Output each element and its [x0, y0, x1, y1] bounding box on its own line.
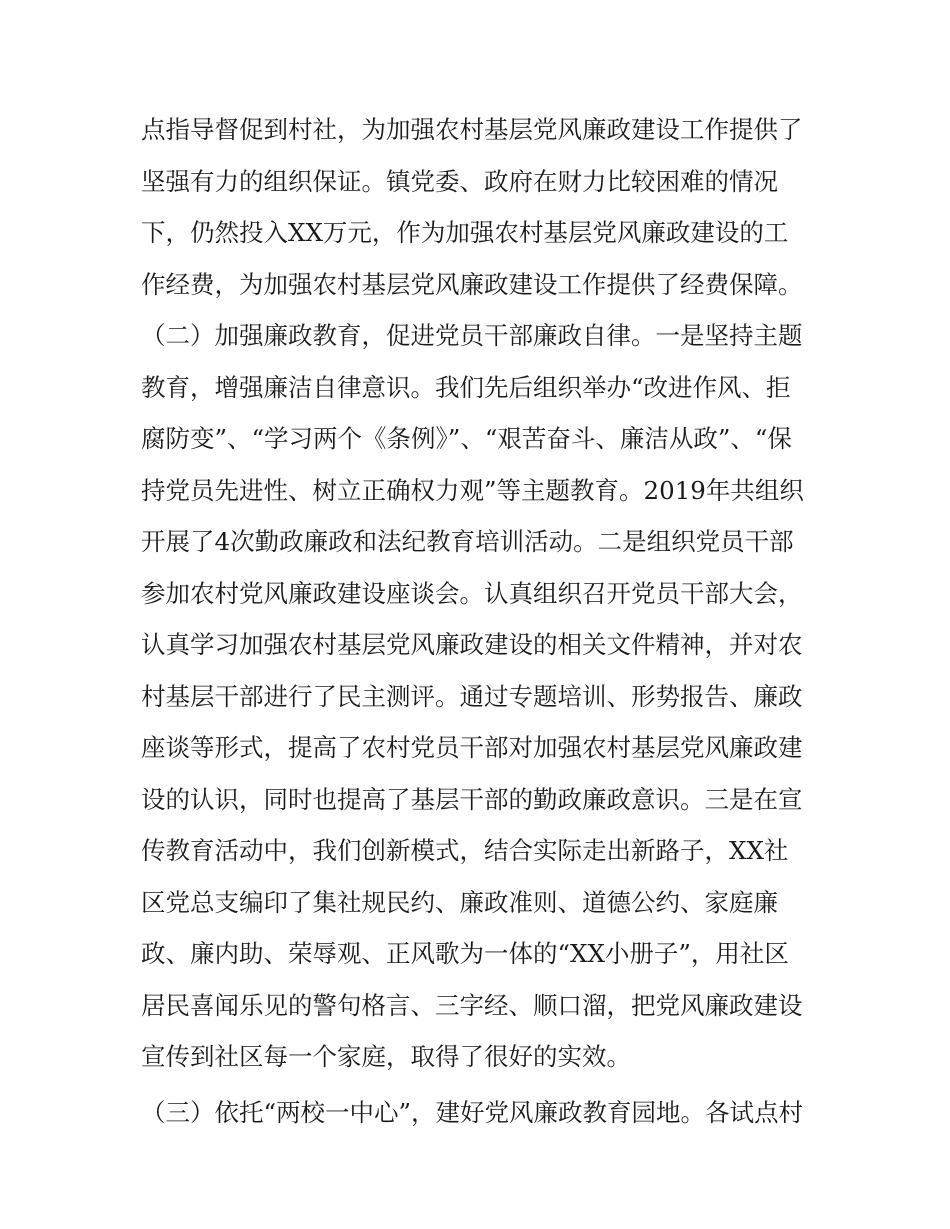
text-line: 居民喜闻乐见的警句格言、三字经、顺口溜，把党风廉政建设: [141, 990, 803, 1020]
text-line: 设的认识，同时也提高了基层干部的勤政廉政意识。三是在宣: [141, 784, 803, 814]
text-line: 村基层干部进行了民主测评。通过专题培训、形势报告、廉政: [141, 681, 803, 711]
text-line: 点指导督促到村社，为加强农村基层党风廉政建设工作提供了: [141, 115, 803, 144]
text-line: 区党总支编印了集社规民约、廉政准则、道德公约、家庭廉: [141, 887, 778, 917]
text-line: 腐防变”、“学习两个《条例》”、“艰苦奋斗、廉洁从政”、“保: [141, 424, 792, 453]
text-line: 认真学习加强农村基层党风廉政建设的相关文件精神，并对农: [141, 630, 803, 659]
text-line: 传教育活动中，我们创新模式，结合实际走出新路子，XX社: [141, 836, 789, 865]
text-line: 下，仍然投入XX万元，作为加强农村基层党风廉政建设的工: [141, 218, 789, 247]
text-line: 教育，增强廉洁自律意识。我们先后组织举办“改进作风、拒: [141, 372, 791, 402]
text-line: 持党员先进性、树立正确权力观”等主题教育。2019年共组织: [141, 475, 804, 505]
text-line: 座谈等形式，提高了农村党员干部对加强农村基层党风廉政建: [141, 733, 803, 762]
text-line: （二）加强廉政教育，促进党员干部廉政自律。一是坚持主题: [141, 321, 803, 350]
text-line: 作经费，为加强农村基层党风廉政建设工作提供了经费保障。: [141, 269, 803, 299]
text-line: 坚强有力的组织保证。镇党委、政府在财力比较困难的情况: [141, 166, 778, 196]
document-body: [141, 104, 821, 1138]
text-line: 宣传到社区每一个家庭，取得了很好的实效。: [141, 1042, 631, 1071]
text-line: 开展了4次勤政廉政和法纪教育培训活动。二是组织党员干部: [141, 527, 794, 556]
text-line: （三）依托“两校一中心”，建好党风廉政教育园地。各试点村: [141, 1097, 804, 1127]
text-line: 参加农村党风廉政建设座谈会。认真组织召开党员干部大会，: [141, 578, 803, 608]
text-line: 政、廉内助、荣辱观、正风歌为一体的“XX小册子”，用社区: [141, 939, 789, 968]
